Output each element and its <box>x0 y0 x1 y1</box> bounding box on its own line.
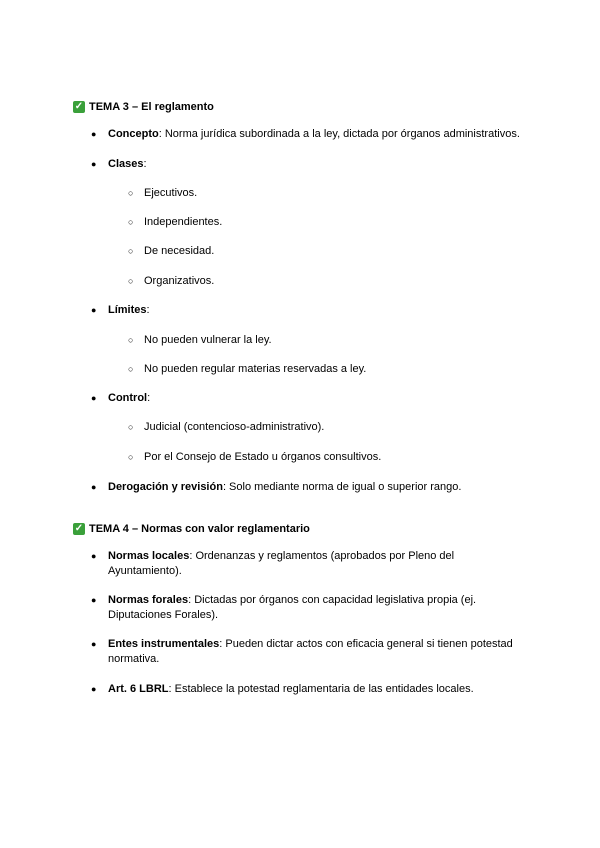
check-mark-icon: ✓ <box>74 523 84 534</box>
circle-bullet-icon: ○ <box>128 276 134 286</box>
circle-bullet-icon: ○ <box>128 217 134 227</box>
bullet-icon: ● <box>91 639 97 649</box>
bullet-icon: ● <box>91 551 97 561</box>
bullet-icon: ● <box>91 595 97 605</box>
bullet-icon: ● <box>91 393 97 403</box>
bullet-icon: ● <box>91 159 97 169</box>
circle-bullet-icon: ○ <box>128 452 134 462</box>
bullet-icon: ● <box>91 129 97 139</box>
check-mark-icon: ✓ <box>74 101 84 112</box>
bullet-icon: ● <box>91 305 97 315</box>
circle-bullet-icon: ○ <box>128 364 134 374</box>
circle-bullet-icon: ○ <box>128 188 134 198</box>
tema4-title: TEMA 4 – Normas con valor reglamentario <box>89 523 310 535</box>
tema3-heading <box>73 101 214 113</box>
tema3-title: TEMA 3 – El reglamento <box>89 101 214 113</box>
bullet-icon: ● <box>91 684 97 694</box>
circle-bullet-icon: ○ <box>128 335 134 345</box>
tema4-heading <box>73 523 310 535</box>
circle-bullet-icon: ○ <box>128 422 134 432</box>
document-page: ✓ TEMA 3 – El reglamento ● Concepto: Norma jurídica subordinada a la ley, dictada por órganos administrativos. ● Clases: ○ Ejecutivos. ○ Independientes. ○ De necesidad. ○ Organizativos. ● Límites: ○ No pueden vulnerar la ley. ○ No pueden regular materias reservadas a ley. ● Control: ○ Judicial (contencioso-administrativo). ○ Por el Consejo de Estado u órganos consultivos. ● Derogación y revisión: Solo mediante norma de igual o superior rango. ✓ TEMA 4 – Normas con valor reglamentario ● Normas locales: Ordenanzas y reglamentos (aprobados por Pleno del Ayuntamiento). ● Normas forales: Dictadas por órganos con capacidad legislativa propia (ej. Diputaciones Forales). ● Entes instrumentales: Pueden dictar actos con eficacia general si tienen potestad normativa. ● Art. 6 LBRL: Establece la potestad reglamentaria de las entidades locales. <box>74 101 520 695</box>
circle-bullet-icon: ○ <box>128 246 134 256</box>
bullet-icon: ● <box>91 482 97 492</box>
